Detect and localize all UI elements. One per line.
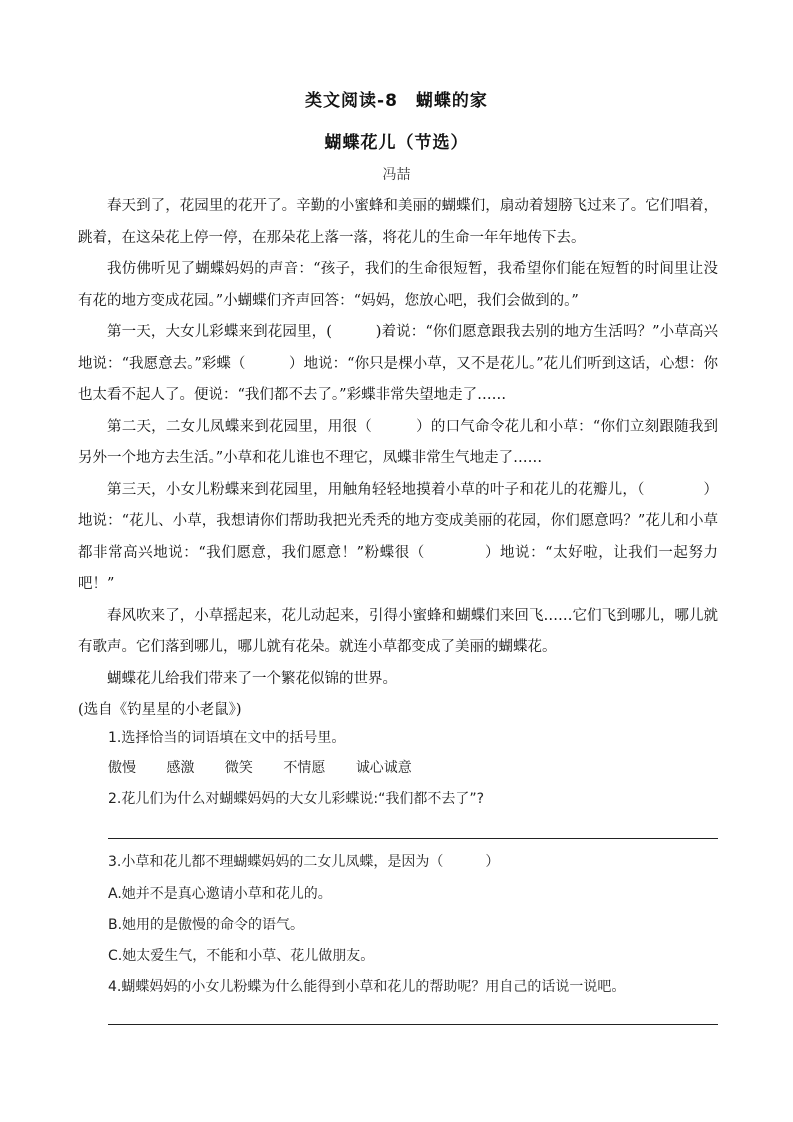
word-bank [108, 757, 438, 777]
paragraph: 第三天，小女儿粉蝶来到花园里，用触角轻轻地摸着小草的叶子和花儿的花瓣儿，（ ）地说：“花儿、小草，我想请你们帮助我把光秃秃的地方变成美丽的花园，你们愿意吗？”花儿和小草都非常高兴地说：“我们愿意，我们愿意！”粉蝶很（ ）地说：“太好啦，让我们一起努力吧！” [78, 481, 718, 592]
paragraph: 我仿佛听见了蝴蝶妈妈的声音：“孩子，我们的生命很短暂，我希望你们能在短暂的时间里让没有花的地方变成花园。”小蝴蝶们齐声回答：“妈妈，您放心吧，我们会做到的。” [78, 261, 718, 309]
question-3: 3.小草和花儿都不理蝴蝶妈妈的二女儿凤蝶，是因为（ ） [108, 854, 500, 870]
paragraph: 春天到了，花园里的花开了。辛勤的小蜜蜂和美丽的蝴蝶们，扇动着翅膀飞过来了。它们唱着，跳着，在这朵花上停一停，在那朵花上落一落，将花儿的生命一年年地传下去。 [78, 198, 718, 246]
answer-line[interactable] [108, 838, 718, 839]
paragraph: 蝴蝶花儿给我们带来了一个繁花似锦的世界。 [107, 670, 397, 687]
answer-line[interactable] [108, 1024, 718, 1025]
page-title: 类文阅读-8 蝴蝶的家 [305, 91, 488, 111]
word-option: 傲慢 [108, 760, 136, 776]
option-c[interactable]: C.她太爱生气，不能和小草、花儿做朋友。 [108, 948, 375, 964]
word-option: 诚心诚意 [355, 760, 412, 776]
word-option: 微笑 [224, 760, 253, 776]
word-option: 感激 [166, 760, 195, 776]
paragraph: 第二天，二女儿凤蝶来到花园里，用很（ ）的口气命令花儿和小草：“你们立刻跟随我到另外一个地方去生活。”小草和花儿谁也不理它，凤蝶非常生气地走了…… [78, 418, 718, 466]
author: 冯喆 [382, 167, 411, 183]
word-option: 不情愿 [283, 760, 326, 776]
passage-body [78, 191, 718, 727]
question-2: 2.花儿们为什么对蝴蝶妈妈的大女儿彩蝶说:“我们都不去了”? [108, 791, 485, 807]
question-4: 4.蝴蝶妈妈的小女儿粉蝶为什么能得到小草和花儿的帮助呢？用自己的话说一说吧。 [108, 979, 626, 995]
question-1: 1.选择恰当的词语填在文中的括号里。 [108, 730, 346, 746]
option-a[interactable]: A.她并不是真心邀请小草和花儿的。 [108, 886, 332, 902]
paragraph: 春风吹来了，小草摇起来，花儿动起来，引得小蜜蜂和蝴蝶们来回飞……它们飞到哪儿，哪儿就有歌声。它们落到哪儿，哪儿就有花朵。就连小草都变成了美丽的蝴蝶花。 [78, 607, 718, 655]
source-citation: (选自《钓星星的小老鼠》) [78, 702, 242, 718]
option-b[interactable]: B.她用的是傲慢的命令的语气。 [108, 917, 305, 933]
paragraph: 第一天，大女儿彩蝶来到花园里，( )着说：“你们愿意跟我去别的地方生活吗？”小草高兴地说：“我愿意去。”彩蝶（ ）地说：“你只是棵小草，又不是花儿。”花儿们听到这话，心想：你也太看不起人了。便说：“我们都不去了。”彩蝶非常失望地走了…… [78, 324, 718, 403]
passage-title: 蝴蝶花儿（节选） [324, 133, 469, 153]
